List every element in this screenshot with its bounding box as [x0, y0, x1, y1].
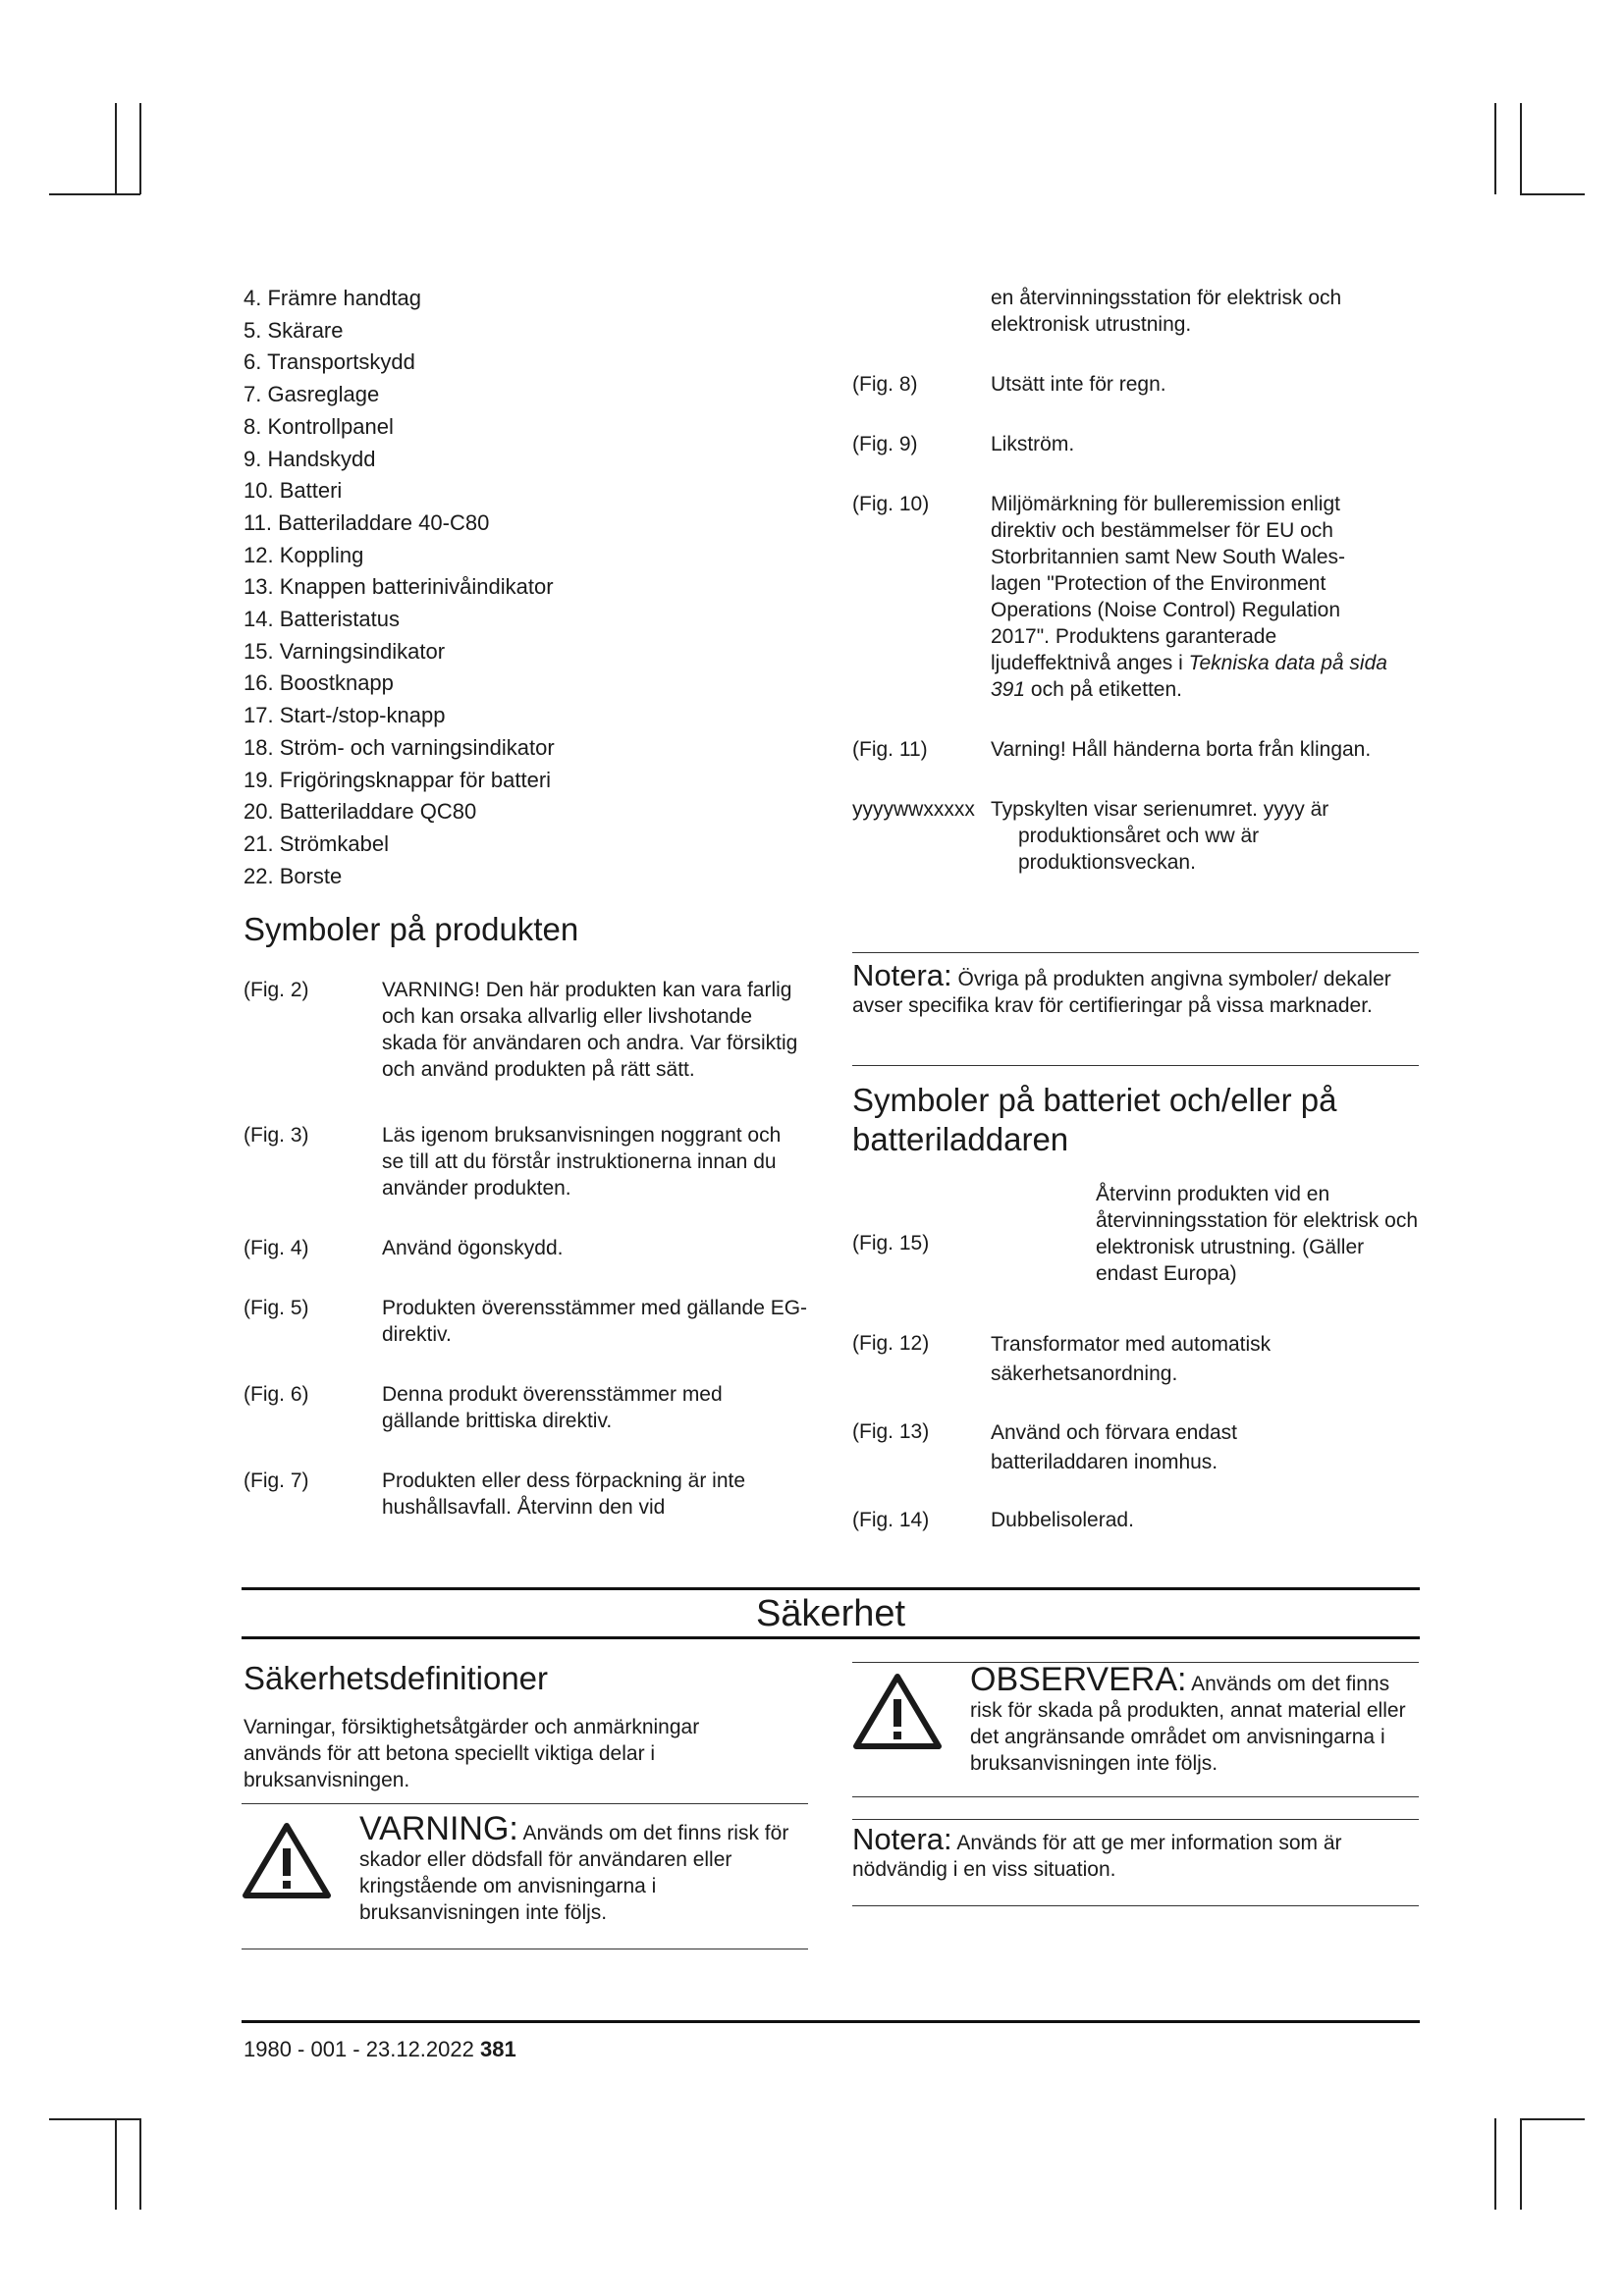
caution-label: OBSERVERA: — [970, 1661, 1187, 1698]
divider — [852, 1065, 1419, 1066]
fig-ref: (Fig. 3) — [244, 1124, 309, 1148]
footer — [244, 2036, 516, 2063]
list-item: 5. Skärare — [244, 317, 344, 343]
section-rule-top — [242, 1587, 1420, 1590]
symbol-row — [852, 1507, 1427, 1533]
symbol-description: Utsätt inte för regn. — [991, 373, 1166, 396]
list-item: 21. Strömkabel — [244, 830, 389, 856]
left-column — [244, 283, 813, 1521]
list-item: 14. Batteristatus — [244, 607, 400, 632]
page-number: 381 — [479, 2037, 516, 2061]
divider — [852, 952, 1419, 953]
symbol-row — [244, 1381, 813, 1434]
warning-triangle-icon — [242, 1821, 332, 1899]
fig-ref: (Fig. 11) — [852, 738, 928, 761]
symbol-row — [244, 977, 813, 1083]
list-item: 7. Gasreglage — [244, 382, 380, 407]
fig-ref: (Fig. 4) — [244, 1237, 309, 1260]
list-item: 4. Främre handtag — [244, 286, 421, 310]
symbol-row — [852, 491, 1427, 703]
list-item: 15. Varningsindikator — [244, 638, 446, 664]
product-symbols-heading: Symboler på produkten — [244, 911, 579, 948]
symbol-row — [244, 1468, 813, 1521]
note-label: Notera: — [852, 1822, 952, 1856]
fig-ref: (Fig. 9) — [852, 433, 918, 455]
symbol-description-text: Miljömärkning för bulleremission enligt direktiv och bestämmelser för EU och Storbritannien samt New South Wales-lagen "Protection of the Environment Operations (Noise Control) Regulation 2017". Produktens garanterade ljudeffektnivå anges i — [991, 493, 1346, 674]
list-item: 17. Start-/stop-knapp — [244, 703, 446, 728]
serial-code: yyyywwxxxxx — [852, 798, 975, 821]
symbol-row — [244, 1235, 813, 1261]
footer-rule — [242, 2020, 1420, 2023]
symbol-description — [991, 491, 1388, 703]
caution-box — [970, 1661, 1417, 1777]
divider — [852, 1905, 1419, 1906]
tech-data-link[interactable]: Tekniska data på sida 391 — [991, 652, 1387, 701]
list-item: 20. Batteriladdare QC80 — [244, 799, 477, 825]
fig-ref: (Fig. 6) — [244, 1383, 309, 1407]
right-column — [852, 285, 1427, 876]
symbol-description-text: och på etiketten. — [1030, 678, 1182, 701]
symbol-row — [852, 1330, 1427, 1389]
safety-note-box — [852, 1822, 1412, 1883]
list-item: 8. Kontrollpanel — [244, 413, 394, 439]
definitions-heading: Säkerhetsdefinitioner — [244, 1660, 549, 1696]
symbol-description: Denna produkt överensstämmer med gällande brittiska direktiv. — [382, 1383, 723, 1433]
section-title: Säkerhet — [755, 1593, 906, 1634]
list-item: 22. Borste — [244, 863, 343, 888]
symbol-description: Varning! Håll händerna borta från klingan. — [991, 738, 1372, 761]
symbol-description: Transformator med automatisk säkerhetsanordning. — [991, 1333, 1272, 1385]
section-rule-bottom — [242, 1636, 1420, 1639]
caution-triangle-icon — [852, 1672, 943, 1750]
caution-text: Används om det finns risk för skada på produkten, annat material eller det angränsande området om anvisningarna i bruksanvisningen inte följs. — [970, 1673, 1406, 1775]
note-text: Används för att ge mer information som är nödvändig i en viss situation. — [852, 1832, 1342, 1881]
symbol-description: Använd och förvara endast batteriladdaren inomhus. — [991, 1421, 1237, 1473]
symbol-description: en återvinningsstation för elektrisk och elektronisk utrustning. — [991, 287, 1342, 336]
fig-ref: (Fig. 15) — [852, 1232, 930, 1255]
note-text: Övriga på produkten angivna symboler/ dekaler avser specifika krav för certifieringar på vissa marknader. — [852, 968, 1391, 1017]
warning-box — [359, 1810, 801, 1926]
fig-ref: (Fig. 2) — [244, 979, 309, 1002]
list-item: 16. Boostknapp — [244, 670, 394, 696]
safety-definitions — [244, 1659, 808, 1793]
symbol-description: Produkten eller dess förpackning är inte hushållsavfall. Återvinn den vid — [382, 1469, 746, 1520]
symbol-description: Likström. — [991, 433, 1075, 455]
divider — [852, 1796, 1419, 1797]
doc-reference: 1980 - 001 - 23.12.2022 — [244, 2037, 474, 2061]
symbol-description: Återvinn produkten vid en återvinningsstation för elektrisk och elektronisk utrustning. (Gäller endast Europa) — [1096, 1183, 1418, 1285]
symbol-row — [244, 1122, 813, 1201]
warning-label: VARNING: — [359, 1810, 518, 1847]
parts-list — [244, 283, 813, 892]
list-item: 9. Handskydd — [244, 446, 376, 471]
symbol-row — [852, 431, 1427, 457]
fig-ref: (Fig. 14) — [852, 1509, 930, 1531]
symbol-description: Läs igenom bruksanvisningen noggrant och se till att du förstår instruktionerna innan du använder produkten. — [382, 1124, 782, 1201]
note-box — [852, 958, 1412, 1019]
battery-symbols-heading: Symboler på batteriet och/eller på batteriladdaren — [852, 1082, 1337, 1157]
list-item: 18. Ström- och varningsindikator — [244, 734, 555, 760]
list-item: 6. Transportskydd — [244, 349, 415, 375]
symbol-description: Dubbelisolerad. — [991, 1509, 1134, 1531]
serial-description: Typskylten visar serienumret. yyyy är produktionsåret och ww är produktionsveckan. — [991, 798, 1329, 874]
symbol-row-continued — [852, 285, 1427, 338]
symbol-description: Använd ögonskydd. — [382, 1237, 564, 1260]
note-label: Notera: — [852, 958, 952, 992]
symbol-row — [852, 736, 1427, 763]
symbol-row — [244, 1295, 813, 1348]
battery-symbols-section — [852, 1081, 1427, 1533]
serial-row — [852, 796, 1427, 876]
fig-ref: (Fig. 7) — [244, 1469, 309, 1493]
fig-ref: (Fig. 12) — [852, 1332, 930, 1355]
definitions-text: Varningar, försiktighetsåtgärder och anmärkningar används för att betona speciellt viktiga delar i bruksanvisningen. — [244, 1716, 700, 1791]
list-item: 11. Batteriladdare 40-C80 — [244, 509, 490, 535]
warning-text: Används om det finns risk för skador eller dödsfall för användaren eller kringstående om anvisningarna i bruksanvisningen inte följs. — [359, 1822, 789, 1924]
list-item: 19. Frigöringsknappar för batteri — [244, 767, 552, 792]
symbol-row — [852, 371, 1427, 398]
fig-ref: (Fig. 13) — [852, 1420, 930, 1443]
list-item: 10. Batteri — [244, 478, 343, 504]
list-item: 13. Knappen batterinivåindikator — [244, 574, 554, 600]
symbol-description: Produkten överensstämmer med gällande EG-direktiv. — [382, 1297, 808, 1347]
divider — [242, 1803, 808, 1804]
divider — [852, 1819, 1419, 1820]
symbol-row — [852, 1418, 1427, 1477]
fig-ref: (Fig. 8) — [852, 373, 918, 396]
symbol-description: VARNING! Den här produkten kan vara farlig och kan orsaka allvarlig eller livshotande skada för användaren och andra. Var försiktig och använd produkten på rätt sätt. — [382, 979, 798, 1082]
fig-ref: (Fig. 5) — [244, 1297, 309, 1320]
fig-ref: (Fig. 10) — [852, 493, 930, 515]
list-item: 12. Koppling — [244, 542, 364, 567]
symbol-row — [852, 1181, 1427, 1289]
